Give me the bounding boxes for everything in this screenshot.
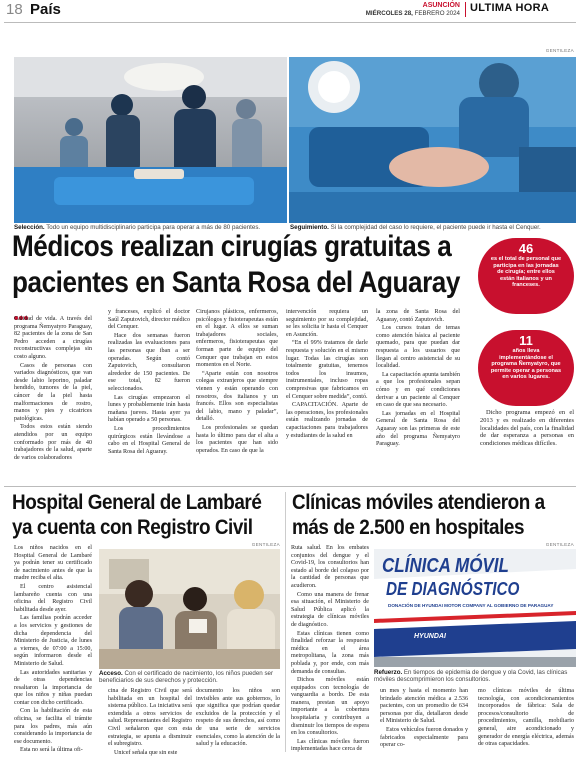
paragraph: Todos estos están siendo atendidos por un equipo conformado por más de 40 trabajadores de la salud, aparte de varios colaboradores [14, 424, 92, 461]
section-rule [4, 486, 576, 487]
paragraph: Estos vehículos fueron donados y fabricados especialmente para operar co- [380, 726, 468, 749]
surgery-closeup-image [289, 57, 576, 223]
clinics-col1 [291, 545, 369, 751]
registry-office-image [99, 549, 280, 669]
photo-credit: GENTILEZA [545, 48, 574, 53]
header-date-day: MIÉRCOLES 28, [365, 10, 413, 17]
paragraph: Cirujanos plásticos, enfermeros, psicólogos y fisioterapeutas están en el lugar. A ellos se suman trabajadores sociales, enfermeros, fisioterapeutas que forman parte de equipo del Cenquer que trabajan en estos momentos en el Norte. [196, 309, 278, 369]
lambare-photo [99, 549, 280, 669]
stat-badge-46-number: 46 [518, 241, 534, 256]
paragraph: Los profesionales se quedan hasta lo último para dar el alta a los pacientes que han sido operados. En caso de que la [196, 424, 278, 454]
paragraph: Esta no será la última ofi- [20, 747, 83, 754]
page-number: 18 [6, 1, 23, 18]
paragraph: Los cursos tratan de temas como atención básica al paciente quemado, para que puedan dar respuesta a los usuarios que llegan al centro asistencial de su localidad. [376, 325, 460, 370]
top-headline-line2: pacientes en Santa Rosa del Aguaray [12, 266, 460, 299]
stat-badge-11-number: 11 [519, 333, 533, 348]
top-story-col1 [14, 316, 92, 484]
paragraph: la zona de Santa Rosa del Aguaray, contó Zaputovich. [376, 309, 460, 323]
top-caption-right-text: Si la complejidad del caso lo requiere, el paciente puede ir hasta el Cenquer. [328, 224, 541, 231]
surgery-photo-right [289, 57, 576, 223]
top-story-col4 [286, 309, 368, 484]
top-story-col2 [108, 309, 190, 484]
lambare-photo-credit: GENTILEZA [251, 542, 280, 547]
paragraph: La capacitación apunta también a que los profesionales sepan cómo y en qué condiciones derivar a un paciente al Cenquer en caso de que sea necesario. [376, 371, 460, 409]
clinics-caption-label: Refuerzo. [374, 669, 403, 676]
lambare-headline-line2: ya cuenta con Registro Civil [12, 516, 253, 539]
header-brand: ULTIMA HORA [470, 2, 550, 14]
lambare-headline-line1: Hospital General de Lambaré [12, 491, 262, 514]
top-caption-right-label: Seguimiento. [290, 224, 329, 231]
header-rule [4, 22, 576, 23]
stat-badge-11 [478, 330, 574, 406]
paragraph: intervención requiera un seguimiento por su complejidad, se les solicita ir hasta el Cenquer en Asunción. [286, 309, 368, 338]
lambare-col1 [14, 545, 92, 754]
paragraph: Las jornadas en el Hospital General de Santa Rosa del Aguaray son las primeras de este año del programa Ñemyatyro Paraguay. [376, 410, 460, 448]
paragraph: Los niños nacidos en el Hospital General de Lambaré ya podrán tener su certificado de nacimiento antes de que la madre reciba el alta. [14, 545, 92, 582]
paragraph: Calidad de vida. A través del programa Ñemyatyro Paraguay, 82 pacientes de la zona de San Pedro acceden a cirugías reconstructivas complejas sin costo alguno. [14, 316, 92, 360]
paragraph: El centro asistencial lambareño cuenta con una oficina del Registro Civil habilitada desde ayer. [14, 583, 92, 613]
header-city: ASUNCIÓN [422, 2, 460, 9]
paragraph: Las clínicas móviles fueron implementadas hace cerca de [291, 738, 369, 753]
stat-badge-46-text: es el total de personal que participa en las jornadas de cirugía; entre ellos están italianos y un franceses. [490, 256, 562, 289]
truck-brand-logo: HYUNDAI [414, 633, 446, 640]
paragraph: “En el 99% tratamos de darle respuesta y solución en el mismo lugar. Todas las cirugías son totalmente gratuitas, tenemos todos los insumos, instrumentales, incluso ropas compresivas que fabricamos en el Cenquer sobre medida”, contó. [286, 340, 368, 400]
top-story-col5 [376, 309, 460, 484]
paragraph: un mes y hasta el momento han brindado atención médica a 2.536 pacientes, con un promedio de 634 personas por día, detallaron desde el Ministerio de Salud. [380, 688, 468, 725]
stat-badge-11-text: años lleva implementándose el programa Ñemyatyro, que permite operar a personas en varios lugares. [490, 348, 562, 381]
header-divider [465, 2, 466, 17]
top-story-col3 [196, 309, 278, 484]
clinics-headline-line2: más de 2.500 en hospitales [292, 516, 525, 539]
paragraph: Estas clínicas tienen como finalidad reforzar la respuesta médica en el área metropolitana, la zona más poblada y, por ende, con más demanda de consultas. [291, 630, 369, 675]
paragraph: Unicef señala que sin este [114, 749, 178, 756]
truck-text-line1: CLÍNICA MÓVIL [382, 555, 509, 577]
stat-badge-46 [478, 238, 574, 314]
header-date-rest: FEBRERO 2024 [412, 10, 460, 17]
clinics-photo-credit: GENTILEZA [545, 542, 574, 547]
clinics-caption-text: En tiempos de epidemia de dengue y ola Covid, las clínicas móviles descomprimieron los consultorios. [374, 669, 568, 684]
paragraph: Casos de personas con variados diagnósticos, que van desde labio leporino, paladar hendido, tumores de la piel, cáncer de la piel hasta malformaciones de rostro, manos y pies y cicatrices patológicas. [14, 362, 92, 422]
header-date [340, 10, 460, 17]
surgery-team-image [14, 57, 287, 223]
top-story-col6 [480, 409, 574, 484]
section-title: País [30, 1, 61, 18]
paragraph: cina de Registro Civil que será habilitada en un hospital del sistema público. La iniciativa será extendida a otros servicios de salud. Representantes del Registro Civil señalaron que con esta estrategia, se apunta a disminuir el subregistro. [108, 688, 192, 748]
lambare-caption-label: Acceso. [99, 670, 123, 677]
paragraph: Como una manera de frenar esa situación, el Ministerio de Salud Pública aplicó la estrategia de clínicas móviles de diagnóstico. [291, 591, 369, 628]
clinics-col2 [380, 688, 468, 751]
top-headline-line1: Médicos realizan cirugías gratuitas a [12, 230, 452, 263]
surgery-photo-left [14, 57, 287, 223]
lambare-caption [99, 670, 280, 685]
paragraph: Las familias podrán acceder a los servicios y gestiones de dicha dependencia del Ministerio de Justicia, de lunes a viernes, de 07:00 a 15:00, según informaron desde el Ministerio de Salud. [14, 615, 92, 667]
clinics-headline-line1: Clínicas móviles atendieron a [292, 491, 545, 514]
truck-text-line3: DONACIÓN DE HYUNDAI MOTOR COMPANY AL GOBIERNO DE PARAGUAY [388, 603, 554, 608]
top-caption-left-label: Selección. [14, 224, 45, 231]
paragraph: Ruta salud. En los embates conjuntos del dengue y el Covid-19, los consultorios han estado al borde del colapso por la cantidad de personas que acudieron. [291, 545, 369, 589]
paragraph: y franceses, explicó el doctor Saúl Zaputovich, director médico del Cenquer. [108, 309, 190, 331]
paragraph: Las cirugías empezaron el lunes y probablemente irán hasta mañana jueves. Hasta ayer ya habían operado a 50 personas. [108, 394, 190, 424]
paragraph: Hace dos semanas fueron realizadas las evaluaciones para las personas que iban a ser operadas. Según contó Zaputovich, consultaron alrededor de 150 pacientes. De ese total, 82 fueron seleccionados. [108, 332, 190, 392]
clinics-caption [374, 669, 578, 684]
paragraph: Con la habilitación de esta oficina, se facilita el trámite para los padres, más aún considerando la importancia de ese documento. [14, 708, 92, 745]
paragraph: CAPACITACIÓN. Aparte de las operaciones, los profesionales están realizando jornadas de capacitaciones para trabajadores y estudiantes de la salud en [286, 402, 368, 439]
lambare-caption-text: Con el certificado de nacimiento, los niños pueden ser beneficiarios de sus derechos y protección. [99, 670, 274, 685]
clinics-photo [374, 549, 576, 667]
paragraph: Las autoridades sanitarias y de otras dependencias resaltaron la importancia de que los niños y niñas puedan contar con dicho certificado. [14, 669, 92, 706]
top-caption-left-text: Todo un equipo multidisciplinario participa para operar a más de 80 pacientes. [44, 224, 261, 231]
paragraph: “Aparte están con nosotros colegas extranjeros que siempre vienen y están operando con nosotros, dos italianos y un francés. Ellos son especialistas del labio, mano y paladar”, detalló. [196, 370, 278, 423]
paragraph: Dicho programa empezó en el 2013 y es realizado en diferentes localidades del país, con la finalidad de dar esperanza a personas en condiciones médicas difíciles. [480, 409, 574, 448]
paragraph: Los procedimientos quirúrgicos están llevándose a cabo en el Hospital General de Santa Rosa del Aguaray. [108, 425, 190, 455]
paragraph: documento los niños son invisibles ante sus gobiernos, lo que significa que podrían quedar excluidos de la protección y el respeto de sus derechos, así como de una serie de servicios esenciales, como la atención de la salud y la educación. [196, 688, 280, 748]
paragraph: mo clínicas móviles de última tecnología, con acondicionamientos incorporados de fábrica: Sala de procesos/consultorio de procedimientos, camilla, mobiliario general, aire acondicionado y generador de energía eléctrica, además de otras capacidades. [478, 688, 574, 748]
paragraph: Dichos móviles están equipados con tecnología de vanguardia a bordo. De esta manera, prestan un apoyo importante a la cobertura hospitalaria y contribuyen a disminuir los tiempos de espera en los consultorios. [291, 677, 369, 737]
clinics-col3 [478, 688, 574, 751]
lambare-col2 [108, 688, 192, 756]
lambare-col3 [196, 688, 280, 751]
truck-text-line2: DE DIAGNÓSTICO [386, 579, 520, 599]
story-divider [285, 492, 286, 752]
